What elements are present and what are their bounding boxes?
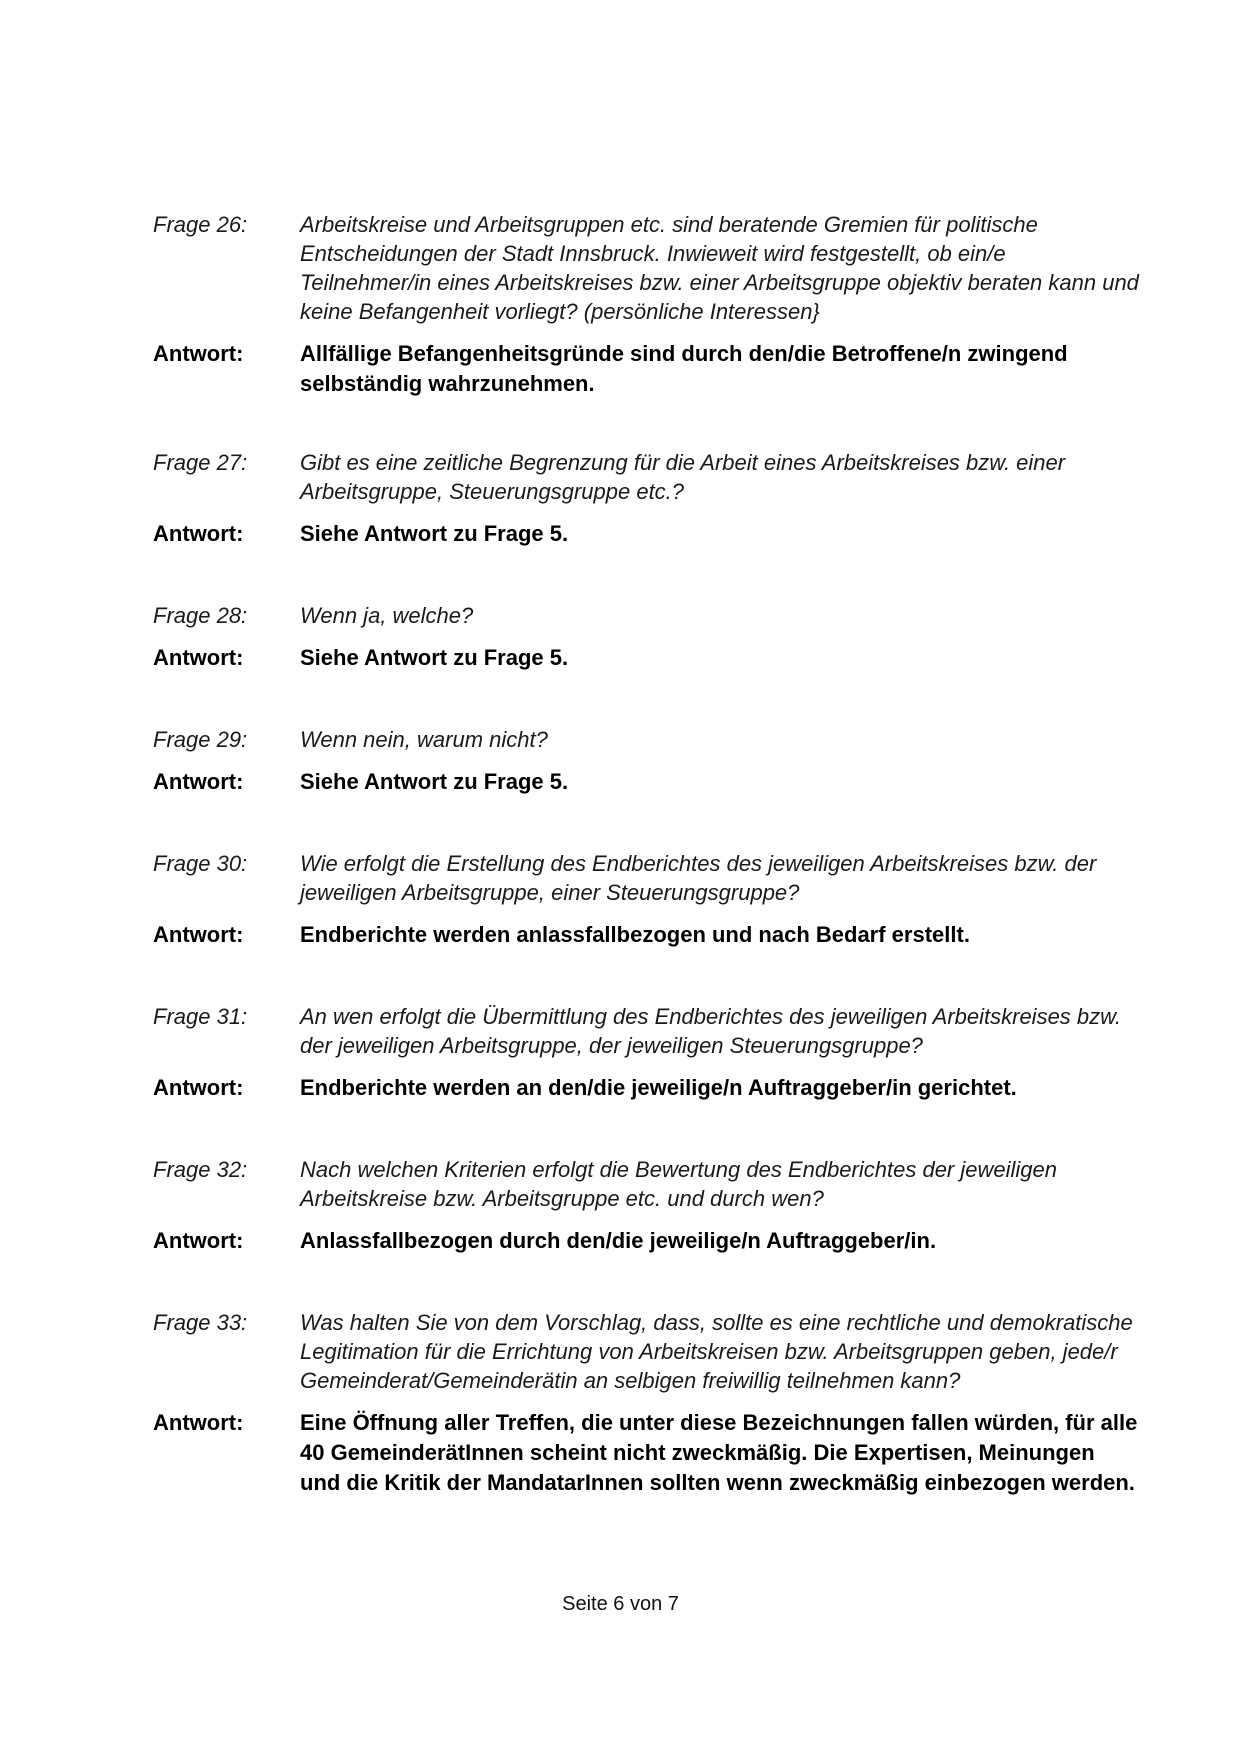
- answer-row: [0, 1226, 1241, 1256]
- qa-block-32: [0, 1155, 1241, 1256]
- question-label: Frage 31:: [153, 1004, 248, 1029]
- question-row: [0, 210, 1241, 326]
- answer-label: Antwort:: [153, 1410, 244, 1435]
- question-label: Frage 28:: [153, 603, 248, 628]
- answer-row: [0, 643, 1241, 673]
- question-row: [0, 1308, 1241, 1395]
- question-label: Frage 32:: [153, 1157, 248, 1182]
- qa-block-31: [0, 1002, 1241, 1103]
- answer-row: [0, 339, 1241, 399]
- question-label: Frage 33:: [153, 1310, 248, 1335]
- answer-label: Antwort:: [153, 1228, 244, 1253]
- question-row: [0, 849, 1241, 907]
- question-label: Frage 30:: [153, 851, 248, 876]
- question-text: Arbeitskreise und Arbeitsgruppen etc. sind beratende Gremien für politische Entscheidungen der Stadt Innsbruck. Inwieweit wird festgestellt, ob ein/e Teilnehmer/in eines Arbeitskreises bzw. einer Arbeitsgruppe objektiv beraten kann und keine Befangenheit vorliegt? (persönliche Interessen}: [300, 212, 1139, 324]
- answer-text: Anlassfallbezogen durch den/die jeweilige/n Auftraggeber/in.: [300, 1228, 937, 1253]
- answer-row: [0, 1408, 1241, 1498]
- question-row: [0, 1002, 1241, 1060]
- question-text: Wenn nein, warum nicht?: [300, 727, 548, 752]
- answer-label: Antwort:: [153, 1075, 244, 1100]
- answer-row: [0, 920, 1241, 950]
- answer-label: Antwort:: [153, 341, 244, 366]
- answer-row: [0, 767, 1241, 797]
- answer-label: Antwort:: [153, 521, 244, 546]
- answer-text: Endberichte werden an den/die jeweilige/n Auftraggeber/in gerichtet.: [300, 1075, 1017, 1100]
- question-row: [0, 1155, 1241, 1213]
- answer-row: [0, 519, 1241, 549]
- qa-block-30: [0, 849, 1241, 950]
- answer-label: Antwort:: [153, 645, 244, 670]
- qa-block-26: [0, 210, 1241, 399]
- question-text: Nach welchen Kriterien erfolgt die Bewertung des Endberichtes der jeweiligen Arbeitskreise bzw. Arbeitsgruppe etc. und durch wen?: [300, 1157, 1057, 1211]
- qa-block-33: [0, 1308, 1241, 1498]
- qa-block-29: [0, 725, 1241, 797]
- page-number: Seite 6 von 7: [562, 1593, 679, 1615]
- answer-text: Siehe Antwort zu Frage 5.: [300, 769, 569, 794]
- question-label: Frage 27:: [153, 450, 248, 475]
- qa-block-28: [0, 601, 1241, 673]
- question-label: Frage 26:: [153, 212, 248, 237]
- question-label: Frage 29:: [153, 727, 248, 752]
- question-text: An wen erfolgt die Übermittlung des Endberichtes des jeweiligen Arbeitskreises bzw. der jeweiligen Arbeitsgruppe, der jeweiligen Steuerungsgruppe?: [300, 1004, 1121, 1058]
- answer-label: Antwort:: [153, 922, 244, 947]
- answer-text: Endberichte werden anlassfallbezogen und nach Bedarf erstellt.: [300, 922, 970, 947]
- question-row: [0, 725, 1241, 754]
- answer-row: [0, 1073, 1241, 1103]
- question-text: Gibt es eine zeitliche Begrenzung für die Arbeit eines Arbeitskreises bzw. einer Arbeitsgruppe, Steuerungsgruppe etc.?: [300, 450, 1066, 504]
- question-text: Wenn ja, welche?: [300, 603, 474, 628]
- qa-block-27: [0, 448, 1241, 549]
- question-row: [0, 601, 1241, 630]
- question-row: [0, 448, 1241, 506]
- answer-text: Eine Öffnung aller Treffen, die unter diese Bezeichnungen fallen würden, für alle 40 GemeinderätInnen scheint nicht zweckmäßig. Die Expertisen, Meinungen und die Kritik der MandatarInnen sollten wenn zweckmäßig einbezogen werden.: [300, 1410, 1138, 1495]
- answer-text: Allfällige Befangenheitsgründe sind durch den/die Betroffene/n zwingend selbständig wahrzunehmen.: [300, 341, 1068, 396]
- question-text: Wie erfolgt die Erstellung des Endberichtes des jeweiligen Arbeitskreises bzw. der jeweiligen Arbeitsgruppe, einer Steuerungsgruppe?: [300, 851, 1097, 905]
- answer-text: Siehe Antwort zu Frage 5.: [300, 645, 569, 670]
- answer-text: Siehe Antwort zu Frage 5.: [300, 521, 569, 546]
- answer-label: Antwort:: [153, 769, 244, 794]
- question-text: Was halten Sie von dem Vorschlag, dass, sollte es eine rechtliche und demokratische Legitimation für die Errichtung von Arbeitskreisen bzw. Arbeitsgruppen geben, jede/r Gemeinderat/Gemeinderätin an selbigen freiwillig teilnehmen kann?: [300, 1310, 1133, 1393]
